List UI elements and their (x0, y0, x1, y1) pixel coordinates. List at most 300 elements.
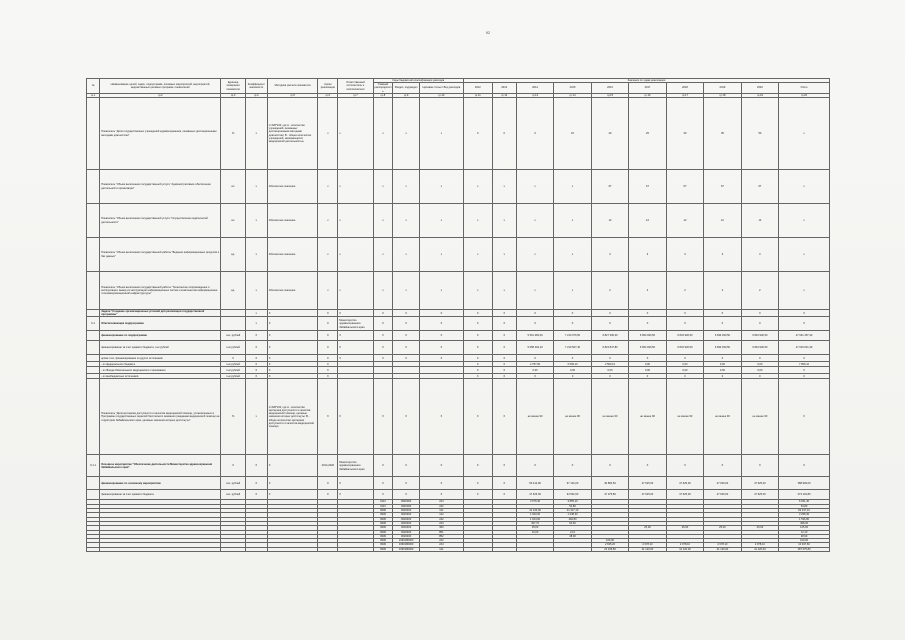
col-year: 2020 (741, 83, 778, 94)
table-cell: х (338, 204, 373, 238)
table-cell (87, 547, 100, 551)
table-cell: Х (318, 310, 338, 317)
table-cell: х (516, 238, 553, 272)
table-cell: х (492, 238, 516, 272)
table-cell: Х (419, 477, 463, 490)
table-cell: 25 (629, 98, 666, 170)
table-cell: Х (463, 310, 492, 317)
table-cell: 0,00 (591, 367, 628, 374)
table-cell: Х (492, 355, 516, 362)
table-cell: х (492, 272, 516, 310)
table-cell: Министерство здравоохранения Забайкальского края (338, 455, 373, 477)
col-year: 2017 (629, 83, 666, 94)
table-cell: 30 (666, 98, 703, 170)
table-cell: Х (393, 331, 419, 341)
table-cell: Х (393, 317, 419, 331)
table-cell: 0909 (373, 530, 393, 534)
table-cell: 47 033 621,30 (779, 341, 830, 355)
table-cell: ед. (221, 238, 245, 272)
table-cell: 0909 (373, 543, 393, 547)
table-cell: 6 834 930,50 (704, 341, 741, 355)
table-cell: Обеспечивающая подпрограмма (100, 317, 221, 331)
table-cell: 0,00 (741, 367, 778, 374)
table-cell: Х (338, 379, 373, 455)
table-cell: финансирование за счет краевого бюджета (100, 490, 221, 500)
table-cell: Х (245, 355, 267, 362)
table-cell: Х (419, 379, 463, 455)
table-cell: х (779, 170, 830, 204)
table-cell: Х (373, 455, 393, 477)
table-cell: 3 076,30 (516, 500, 553, 504)
col-razdel: Раздел, подраздел (393, 83, 419, 94)
table-cell: Х (779, 355, 830, 362)
table-cell: 2 (704, 272, 741, 310)
table-cell: Х (516, 374, 553, 379)
table-cell: х (554, 170, 591, 204)
col-budget-group: Коды бюджетной классификации расходов (373, 79, 463, 83)
table-cell: Х (267, 331, 318, 341)
table-cell: не менее 90 (554, 379, 591, 455)
column-index-cell: гр.10 (419, 93, 463, 97)
table-cell: Х (221, 455, 245, 477)
table-cell: 6 834 930,50 (629, 331, 666, 341)
table-cell: 0 (741, 374, 778, 379)
table-cell: - из внебюджетных источников (100, 374, 221, 379)
column-index-cell: гр.11 (463, 93, 492, 97)
table-cell: х (338, 98, 373, 170)
table-cell: Министерство здравоохранения Забайкальского края (338, 317, 373, 331)
table-cell: Х (463, 331, 492, 341)
table-cell: 2 509,10 (554, 362, 591, 367)
table-cell: 82 437,10 (779, 509, 830, 513)
table-cell: х (463, 204, 492, 238)
table-row (87, 272, 830, 310)
table-row (87, 170, 830, 204)
table-cell: Х (373, 490, 393, 500)
col-values-group: Значения по годам реализации (463, 79, 829, 83)
table-cell: 12 (591, 204, 628, 238)
table-cell (87, 98, 100, 170)
table-cell (87, 272, 100, 310)
column-index-cell: гр.8 (373, 93, 393, 97)
table-cell (338, 367, 373, 374)
table-cell (87, 170, 100, 204)
table-cell: Х (704, 355, 741, 362)
table-cell (87, 238, 100, 272)
table-cell: 97 101,00 (554, 477, 591, 490)
table-cell: тыс.рублей (221, 367, 245, 374)
table-cell: 498,30 (779, 521, 830, 525)
table-cell: 0020400 (393, 530, 419, 534)
table-cell: 35 (704, 98, 741, 170)
table-cell: Х (629, 317, 666, 331)
table-cell: 6 834 930,50 (629, 341, 666, 355)
table-cell: 0920000 (393, 500, 419, 504)
table-cell: 492,80 (554, 517, 591, 521)
table-cell: Х (318, 355, 338, 362)
table-cell: 67 (629, 170, 666, 204)
table-cell: Х (591, 317, 628, 331)
table-cell: не менее 90 (591, 379, 628, 455)
table-cell: финансирование по подпрограмме (100, 331, 221, 341)
table-cell: 41 317,10 (554, 509, 591, 513)
table-cell: х (318, 204, 338, 238)
table-cell: х (338, 170, 373, 204)
page-number: 92 (485, 30, 491, 35)
table-cell: Х (245, 477, 267, 490)
table-cell: х (318, 170, 338, 204)
table-cell: Х (373, 331, 393, 341)
table-cell: х (373, 170, 393, 204)
table-cell: 244 (419, 543, 463, 547)
table-cell: тыс. рублей (221, 331, 245, 341)
column-index-cell: гр.7 (338, 93, 373, 97)
table-cell: Х (463, 341, 492, 355)
table-cell: Х (554, 310, 591, 317)
table-cell: 5 661 282,00 (516, 331, 553, 341)
table-cell: х (554, 204, 591, 238)
table-cell: х (516, 170, 553, 204)
table-cell: Х (591, 310, 628, 317)
table-cell: Х (704, 310, 741, 317)
table-cell: 0113 (373, 500, 393, 504)
table-cell: Х (373, 355, 393, 362)
table-cell: Х (245, 362, 267, 367)
table-row (87, 341, 830, 355)
table-cell (87, 331, 100, 341)
table-cell: х (463, 272, 492, 310)
table-cell: 7 210 567,40 (554, 341, 591, 355)
table-cell: Х (492, 379, 516, 455)
table-cell (516, 547, 553, 551)
table-cell: Х (267, 477, 318, 490)
table-cell: 0020400 (393, 526, 419, 530)
table-cell: шт. (221, 204, 245, 238)
table-cell: Х (463, 374, 492, 379)
table-cell: х (492, 170, 516, 204)
table-cell: х (516, 272, 553, 310)
table-cell: 12 (704, 204, 741, 238)
table-cell: 0,00 (704, 362, 741, 367)
table-cell: 47 625,00 (741, 477, 778, 490)
col-coef: Коэффициент значимости (245, 79, 267, 94)
table-cell: Х (704, 317, 741, 331)
table-cell (318, 547, 338, 551)
table-cell (87, 477, 100, 490)
table-row (87, 317, 830, 331)
table-cell: х (554, 238, 591, 272)
table-cell: 48,90 (554, 534, 591, 538)
column-index-cell: гр.17 (666, 93, 703, 97)
table-cell: Х (245, 367, 267, 374)
table-cell: % (221, 379, 245, 455)
table-cell: Х (463, 379, 492, 455)
column-index-cell: гр.19 (741, 93, 778, 97)
table-cell: Х (666, 317, 703, 331)
table-cell: % (221, 98, 245, 170)
col-name: Наименование целей, задач, подпрограмм, основных мероприятий, мероприятий, ведомственных целевых программ, показателей (100, 79, 221, 94)
table-cell: Х (393, 310, 419, 317)
col-year: 2013 (492, 83, 516, 94)
table-cell: х (245, 379, 267, 455)
table-cell: Х (267, 490, 318, 500)
table-cell: Основное мероприятие "Обеспечение деятельности Министерства здравоохранения Забайкальского края" (100, 455, 221, 477)
table-cell: Х (267, 455, 318, 477)
table-cell: Х (741, 310, 778, 317)
table-cell: Показатель "Объем выполнения государственной услуги "Административное обеспечение деятельности организации" (100, 170, 221, 204)
table-cell: Х (373, 379, 393, 455)
column-index-cell: гр.9 (393, 93, 419, 97)
table-cell: х (554, 272, 591, 310)
table-cell: х (463, 238, 492, 272)
table-cell: х (419, 272, 463, 310)
table-cell: 242 (419, 517, 463, 521)
table-cell: 47 625,00 (704, 490, 741, 500)
table-cell: 0,00 (554, 367, 591, 374)
table-cell: Х (393, 341, 419, 355)
table-cell: х (393, 238, 419, 272)
col-unit: Единица измерения показателя (221, 79, 245, 94)
column-index-cell: гр.1 (87, 93, 100, 97)
table-cell: Х (492, 341, 516, 355)
table-cell: Х (373, 341, 393, 355)
col-exec: Ответственный исполнитель и соисполнители (338, 79, 373, 94)
table-cell: 2 (591, 272, 628, 310)
table-cell: Х (267, 367, 318, 374)
table-row (87, 455, 830, 477)
table-cell: Х (245, 341, 267, 355)
table-cell: 0,00 (516, 367, 553, 374)
col-year: 2012 (463, 83, 492, 94)
table-cell: 41 120,00 (741, 547, 778, 551)
col-csr: Целевая статья (422, 86, 442, 90)
table-cell: Х (318, 362, 338, 367)
table-cell: 47 625,00 (629, 490, 666, 500)
table-cell: n=A/B*100, где А - количество учреждений, оказанных дистанционными методами диагностики; В - общее количество учреждений, занимающихся медицинской деятельностью (267, 98, 318, 170)
table-cell (221, 310, 245, 317)
table-cell: 0020400 (393, 513, 419, 517)
table-cell: 3 (629, 238, 666, 272)
table-cell: Х (629, 310, 666, 317)
table-cell: х (463, 170, 492, 204)
table-cell: 6 834 930,50 (741, 341, 778, 355)
table-cell: 0920000 (393, 504, 419, 508)
table-cell: 7 806,10 (779, 362, 830, 367)
table-cell: 0909 (373, 517, 393, 521)
table-cell: Показатель "Объем выполнения государственной услуги "Осуществление издательской деятельности" (100, 204, 221, 238)
column-index-cell: гр.14 (554, 93, 591, 97)
table-cell: х (338, 238, 373, 272)
table-cell: Х (463, 367, 492, 374)
table-cell: 852 (419, 534, 463, 538)
table-row (87, 331, 830, 341)
table-cell: Х (393, 355, 419, 362)
table-cell: 67 (741, 170, 778, 204)
table-cell: х (393, 272, 419, 310)
table-cell: 7 213 076,50 (554, 331, 591, 341)
table-cell (393, 367, 419, 374)
table-cell: 0 (666, 374, 703, 379)
table-cell: х (318, 98, 338, 170)
table-cell: 48,90 (779, 534, 830, 538)
table-cell: Х (245, 374, 267, 379)
table-cell: 2,10 (554, 530, 591, 534)
table-cell (87, 204, 100, 238)
table-cell: 54,80 (554, 504, 591, 508)
table-cell: Х (554, 455, 591, 477)
table-cell: Х (516, 355, 553, 362)
table-cell: 1690180000 (393, 543, 419, 547)
table-cell: 6 834 930,50 (666, 341, 703, 355)
table-cell (245, 547, 267, 551)
table-cell: 10 947,60 (779, 543, 830, 547)
table-cell: 47 625,00 (666, 477, 703, 490)
table-cell: х (419, 98, 463, 170)
table-cell: Х (318, 367, 338, 374)
table-cell: 244 (419, 521, 463, 525)
table-cell: Х (463, 455, 492, 477)
table-cell: Х (318, 317, 338, 331)
table-cell: 67 (704, 170, 741, 204)
table-cell: тыс.рублей (221, 362, 245, 367)
table-row (87, 490, 830, 500)
table-row (87, 204, 830, 238)
table-body (87, 93, 830, 551)
table-cell: 50 (741, 98, 778, 170)
table-cell: Х (463, 490, 492, 500)
column-index-cell: гр.20 (779, 93, 830, 97)
table-cell: 6 827 306,00 (591, 331, 628, 341)
table-cell: Х (492, 477, 516, 490)
table-cell: Х (318, 477, 338, 490)
table-cell: х (779, 272, 830, 310)
table-cell: финансирование за счет краевого бюджета, тыс.рублей (100, 341, 221, 355)
table-cell: Х (554, 317, 591, 331)
col-method: Методика расчета показателя (267, 79, 318, 94)
table-cell: 1 044,00 (516, 517, 553, 521)
table-cell: х (373, 238, 393, 272)
table-cell: 41 120,00 (704, 547, 741, 551)
table-cell: 373 102,80 (779, 490, 830, 500)
table-cell: Х (516, 317, 553, 331)
table-cell: Х (516, 310, 553, 317)
column-index-cell: гр.16 (629, 93, 666, 97)
table-cell: 6 824 847,80 (591, 341, 628, 355)
table-cell: 0 (591, 374, 628, 379)
table-cell: 3 (666, 238, 703, 272)
table-cell: х (779, 204, 830, 238)
table-cell: 2 787,90 (516, 362, 553, 367)
table-cell: 0 (554, 374, 591, 379)
table-cell: 187 675,80 (779, 547, 830, 551)
table-cell: Абсолютное значение (267, 272, 318, 310)
table-cell: Х (267, 341, 318, 355)
table-cell: 1 920,00 (516, 513, 553, 517)
table-cell: Х (245, 455, 267, 477)
table-cell: х (373, 204, 393, 238)
table-cell: 0 (463, 98, 492, 170)
table-cell: 54,80 (779, 504, 830, 508)
table-cell (221, 317, 245, 331)
table-cell: 0909 (373, 539, 393, 543)
table-cell: 60,60 (554, 521, 591, 525)
table-cell: 9.1.1 (87, 455, 100, 477)
table-row (87, 547, 830, 551)
table-cell (419, 367, 463, 374)
table-cell: не менее 90 (629, 379, 666, 455)
table-cell: х (779, 98, 830, 170)
table-cell: х (245, 317, 267, 331)
table-cell: Х (267, 374, 318, 379)
table-cell: 47 625,00 (666, 490, 703, 500)
table-cell: Х (373, 310, 393, 317)
table-cell: х (419, 238, 463, 272)
table-cell: - из федерального бюджета (100, 362, 221, 367)
table-cell: х (373, 98, 393, 170)
table-cell: Х (463, 362, 492, 367)
table-cell: 3 (591, 238, 628, 272)
col-n: № (87, 79, 100, 94)
table-cell: Х (419, 317, 463, 331)
table-cell: шт. (221, 170, 245, 204)
table-cell: Х (554, 355, 591, 362)
table-cell: n=A/B*100, где А - количество критериев доступности и качества медицинской помощи, целевые значения которых достигнуты; В - общее количество критериев доступности и качества медицинской помощи (267, 379, 318, 455)
table-cell: Х (419, 455, 463, 477)
table-cell: Показатель "Доля государственных учреждений здравоохранения, оказанных дистанционными методами диагностики" (100, 98, 221, 170)
column-index-cell: гр.3 (221, 93, 245, 97)
column-index-cell: гр.5 (267, 93, 318, 97)
table-cell (492, 547, 516, 551)
table-cell: Х (741, 355, 778, 362)
table-cell: 94 591,50 (554, 490, 591, 500)
table-cell: 0,00 (629, 362, 666, 367)
table-cell: Х (393, 490, 419, 500)
table-cell: Х (779, 379, 830, 455)
table-row (87, 477, 830, 490)
col-glrbs: Главный распорядитель (374, 83, 392, 93)
table-cell: Х (338, 331, 373, 341)
table-cell: 10,00 (516, 530, 553, 534)
col-year: 2014 (516, 83, 553, 94)
table-cell: Х (629, 455, 666, 477)
column-index-cell: гр.6 (318, 93, 338, 97)
table-cell: Абсолютное значение (267, 170, 318, 204)
table-cell: 242 (419, 539, 463, 543)
table-cell: 41 120,00 (629, 547, 666, 551)
table-cell: 25,00 (666, 526, 703, 530)
table-cell: Х (666, 455, 703, 477)
table-cell: Х (779, 317, 830, 331)
table-cell: тыс.рублей (221, 374, 245, 379)
table-cell: 2 (741, 272, 778, 310)
table-cell: не менее 90 (666, 379, 703, 455)
table-cell: Х (318, 341, 338, 355)
table-cell: Х (338, 490, 373, 500)
table-cell: 0,00 (704, 367, 741, 374)
table-cell (87, 310, 100, 317)
table-cell: Х (245, 490, 267, 500)
table-cell: х (393, 98, 419, 170)
col-csr-vr: Целевая статья / Вид расходов (419, 83, 463, 94)
table-cell (373, 367, 393, 374)
col-term: Сроки реализации (318, 79, 338, 94)
table-cell: Х (741, 455, 778, 477)
col-year: 2015 (554, 83, 591, 94)
table-cell: 100,00 (779, 539, 830, 543)
table-cell: 0,00 (666, 367, 703, 374)
table-cell: 0909 (373, 534, 393, 538)
table-cell: Х (419, 310, 463, 317)
